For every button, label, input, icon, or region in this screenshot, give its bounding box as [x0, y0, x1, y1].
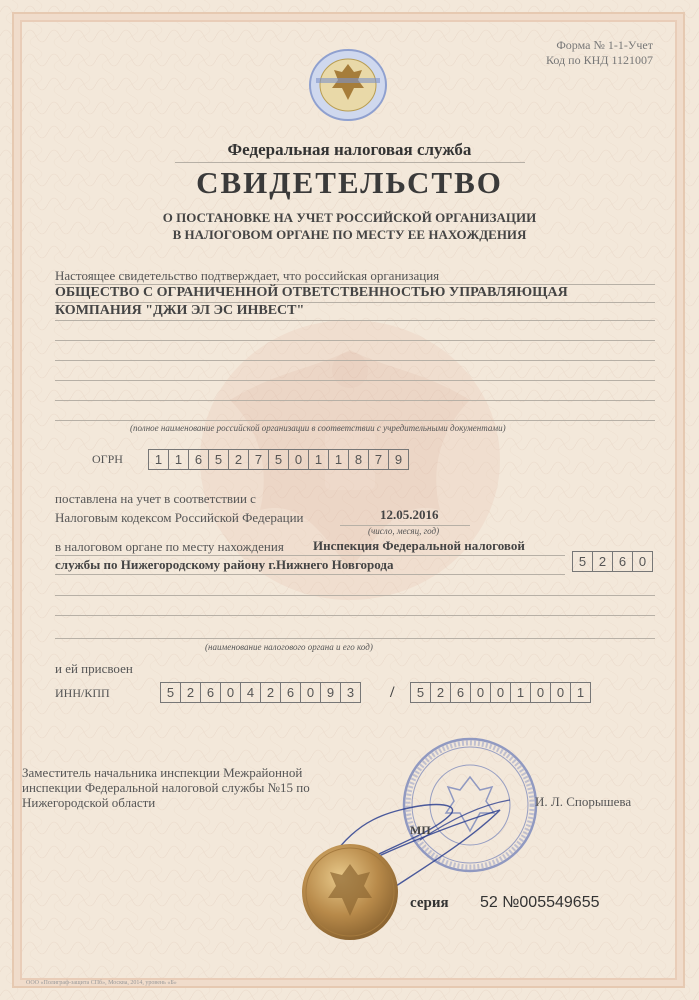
tax-office-code-digit: 6 [613, 552, 633, 571]
ogrn-digit: 9 [394, 452, 403, 467]
form-number-line1: Форма № 1-1-Учет [556, 38, 653, 52]
inn-kpp-separator: / [390, 684, 395, 701]
tax-office-caption: (наименование налогового органа и его код) [205, 642, 373, 652]
ogrn-digit: 0 [289, 450, 309, 469]
org-name-line1: ОБЩЕСТВО С ОГРАНИЧЕННОЙ ОТВЕТСТВЕННОСТЬЮ УПРАВЛЯЮЩАЯ [55, 285, 568, 300]
intro-text: Настоящее свидетельство подтверждает, что российская организация [55, 268, 440, 283]
tax-office-prefix: в налоговом органе по месту нахождения [55, 539, 284, 554]
ogrn-digit: 5 [269, 450, 289, 469]
form-number [546, 38, 653, 68]
inn-digit: 6 [201, 683, 221, 702]
inn-boxes [160, 682, 361, 703]
document-subtitle [0, 209, 699, 243]
registration-line2: Налоговым кодексом Российской Федерации [55, 510, 304, 525]
subtitle-line1: О ПОСТАНОВКЕ НА УЧЕТ РОССИЙСКОЙ ОРГАНИЗАЦИИ [162, 210, 537, 225]
org-name-line2: КОМПАНИЯ "ДЖИ ЭЛ ЭС ИНВЕСТ" [55, 303, 305, 318]
signatory-name: И. Л. Спорышева [535, 794, 632, 809]
inn-digit: 2 [261, 683, 281, 702]
inn-digit: 5 [161, 683, 181, 702]
ogrn-digit: 8 [349, 450, 369, 469]
agency-name: Федеральная налоговая служба [227, 140, 472, 159]
kpp-digit: 1 [511, 683, 531, 702]
inn-digit: 0 [301, 683, 321, 702]
tax-office-name-part2: службы по Нижегородскому району г.Нижнего Новгорода [55, 557, 394, 572]
kpp-digit: 2 [431, 683, 451, 702]
gold-hologram-seal-icon [300, 842, 400, 942]
series-label: серия [410, 895, 449, 911]
kpp-digit: 1 [576, 685, 585, 700]
org-name-caption: (полное наименование российской организации в соответствии с учредительными документами) [130, 423, 506, 433]
inn-digit: 2 [181, 683, 201, 702]
signatory-line3: Нижегородской области [22, 795, 156, 810]
assigned-text: и ей присвоен [55, 661, 133, 676]
ogrn-boxes [148, 449, 409, 470]
ogrn-digit: 1 [169, 450, 189, 469]
registration-line1: поставлена на учет в соответствии с [55, 491, 256, 506]
ogrn-digit: 1 [329, 450, 349, 469]
kpp-digit: 0 [471, 683, 491, 702]
printer-footer: ООО «Полиграф-защита СПб», Москва, 2014, уровень «Б» [26, 980, 177, 986]
inn-digit: 3 [346, 685, 355, 700]
signatory-line1: Заместитель начальника инспекции Межрайонной [22, 765, 303, 780]
ogrn-digit: 6 [189, 450, 209, 469]
ogrn-digit: 1 [309, 450, 329, 469]
kpp-digit: 0 [551, 683, 571, 702]
inn-digit: 0 [221, 683, 241, 702]
inn-digit: 9 [321, 683, 341, 702]
ogrn-digit: 1 [149, 450, 169, 469]
stamp-place-mp: МП [410, 823, 431, 837]
ogrn-digit: 7 [369, 450, 389, 469]
tax-office-code-boxes [572, 551, 653, 572]
signatory-title [22, 765, 310, 810]
tax-office-code-digit: 2 [593, 552, 613, 571]
kpp-digit: 0 [491, 683, 511, 702]
kpp-digit: 6 [451, 683, 471, 702]
kpp-digit: 5 [411, 683, 431, 702]
ogrn-digit: 2 [229, 450, 249, 469]
tax-office-code-digit: 0 [638, 554, 647, 569]
form-number-line2: Код по КНД 1121007 [546, 53, 653, 67]
inn-digit: 4 [241, 683, 261, 702]
ogrn-digit: 7 [249, 450, 269, 469]
ogrn-digit: 5 [209, 450, 229, 469]
ogrn-label: ОГРН [92, 452, 123, 466]
tax-office-code-digit: 5 [573, 552, 593, 571]
signatory-line2: инспекции Федеральной налоговой службы №15 по [22, 780, 310, 795]
inn-kpp-label: ИНН/КПП [55, 686, 110, 700]
date-caption: (число, месяц, год) [368, 526, 440, 536]
registration-date: 12.05.2016 [380, 507, 439, 522]
series-number: 52 №005549655 [480, 894, 600, 911]
tax-office-name-part1: Инспекция Федеральной налоговой [313, 538, 525, 553]
kpp-boxes [410, 682, 591, 703]
kpp-digit: 0 [531, 683, 551, 702]
subtitle-line2: В НАЛОГОВОМ ОРГАНЕ ПО МЕСТУ ЕЕ НАХОЖДЕНИЯ [172, 227, 527, 242]
document-title: СВИДЕТЕЛЬСТВО [196, 165, 503, 200]
inn-digit: 6 [281, 683, 301, 702]
fns-emblem-icon [308, 48, 388, 122]
